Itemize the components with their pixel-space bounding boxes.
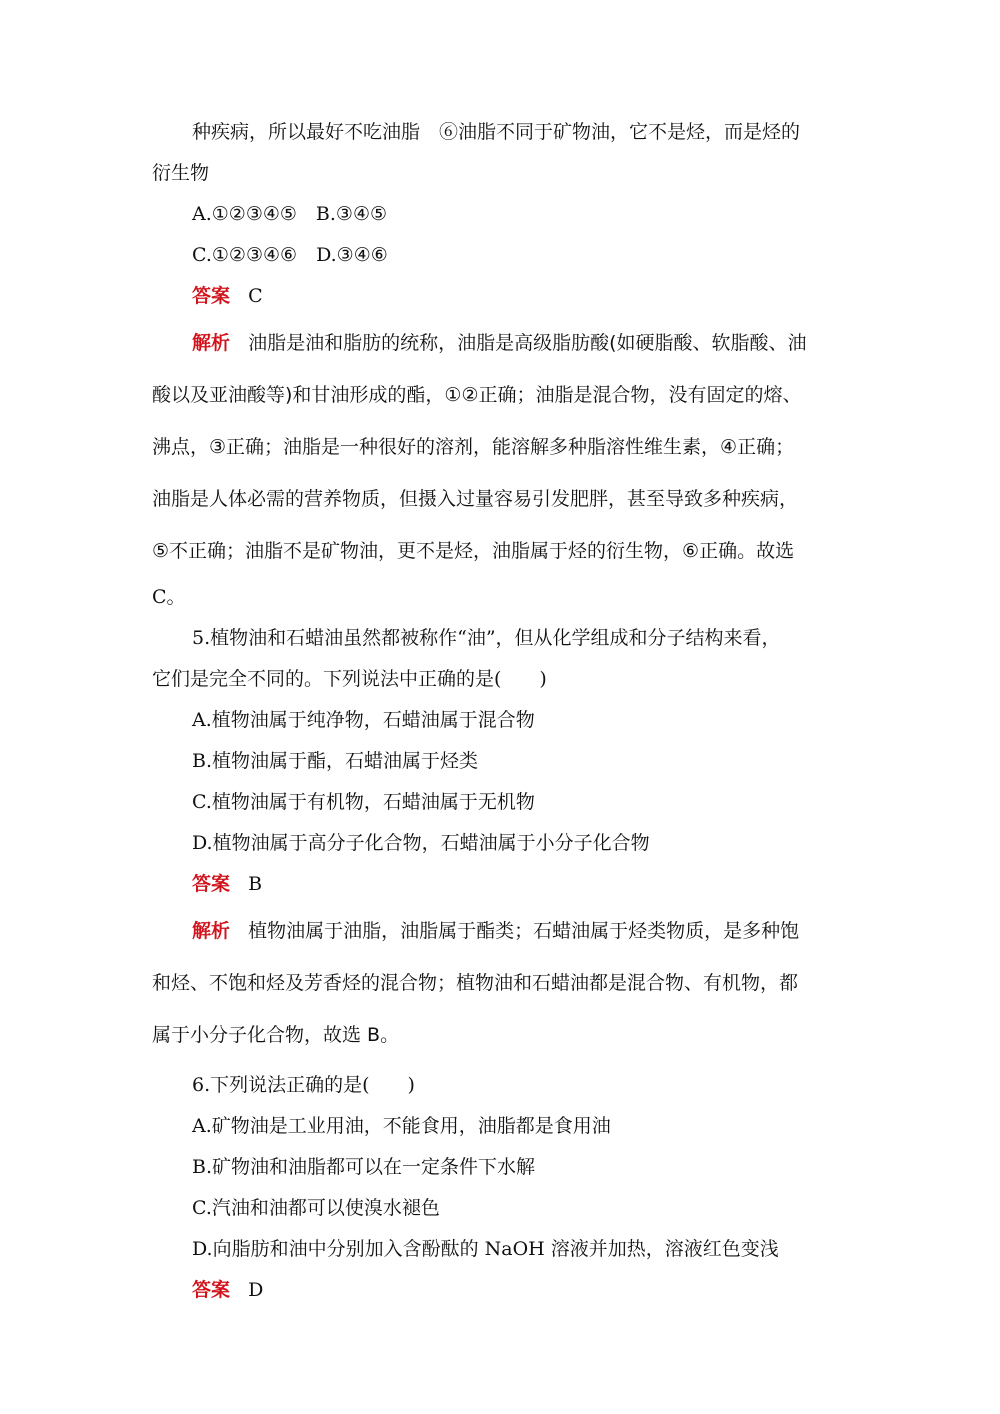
- q4-analysis-line-5: ⑤不正确；油脂不是矿物油，更不是烃，油脂属于烃的衍生物，⑥正确。故选: [152, 540, 795, 562]
- document-page: [152, 112, 852, 1311]
- analysis-label: 解析: [192, 920, 231, 942]
- analysis-text: 油脂是油和脂肪的统称，油脂是高级脂肪酸(如硬脂酸、软脂酸、油: [248, 332, 807, 354]
- q4-analysis-line-2: 酸以及亚油酸等)和甘油形成的酯，①②正确；油脂是混合物，没有固定的熔、: [152, 384, 802, 406]
- q4-analysis-line-4: 油脂是人体必需的营养物质，但摄入过量容易引发肥胖，甚至导致多种疾病，: [152, 488, 799, 510]
- intro-line-2: 衍生物: [152, 162, 210, 184]
- q5-option-d: D.植物油属于高分子化合物，石蜡油属于小分子化合物: [192, 832, 650, 854]
- q4-analysis-line-1: [152, 317, 852, 369]
- intro-line-1: 种疾病，所以最好不吃油脂 ⑥油脂不同于矿物油，它不是烃，而是烃的: [192, 121, 801, 143]
- answer-value: D: [248, 1279, 264, 1301]
- q5-analysis-line-3: 属于小分子化合物，故选 B。: [152, 1024, 400, 1046]
- q5-stem-line-2: 它们是完全不同的。下列说法中正确的是( ): [152, 668, 547, 690]
- q4-analysis-line-6: C。: [152, 586, 186, 608]
- q5-answer: [152, 864, 852, 905]
- q6-option-d: D.向脂肪和油中分别加入含酚酞的 NaOH 溶液并加热，溶液红色变浅: [192, 1238, 779, 1260]
- answer-value: C: [248, 285, 263, 307]
- answer-label: 答案: [192, 285, 231, 307]
- q6-option-b: B.矿物油和油脂都可以在一定条件下水解: [192, 1156, 536, 1178]
- q4-options-row-2: C.①②③④⑥ D.③④⑥: [192, 244, 388, 266]
- answer-value: B: [248, 873, 263, 895]
- analysis-text: 植物油属于油脂，油脂属于酯类；石蜡油属于烃类物质，是多种饱: [248, 920, 800, 942]
- q4-analysis-line-3: 沸点，③正确；油脂是一种很好的溶剂，能溶解多种脂溶性维生素，④正确；: [152, 436, 795, 458]
- q5-analysis-line-2: 和烃、不饱和烃及芳香烃的混合物；植物油和石蜡油都是混合物、有机物，都: [152, 972, 799, 994]
- q6-option-c: C.汽油和油都可以使溴水褪色: [192, 1197, 440, 1219]
- q6-answer: [152, 1270, 852, 1311]
- q6-stem: 6.下列说法正确的是( ): [192, 1074, 415, 1096]
- q6-option-a: A.矿物油是工业用油，不能食用，油脂都是食用油: [192, 1115, 611, 1137]
- q5-analysis-line-1: [152, 905, 852, 957]
- q5-option-b: B.植物油属于酯，石蜡油属于烃类: [192, 750, 479, 772]
- q4-options-row-1: A.①②③④⑤ B.③④⑤: [192, 203, 388, 225]
- q4-answer: [152, 276, 852, 317]
- answer-label: 答案: [192, 1279, 231, 1301]
- analysis-label: 解析: [192, 332, 231, 354]
- q5-option-c: C.植物油属于有机物，石蜡油属于无机物: [192, 791, 535, 813]
- q5-option-a: A.植物油属于纯净物，石蜡油属于混合物: [192, 709, 535, 731]
- q5-stem-line-1: 5.植物油和石蜡油虽然都被称作“油”，但从化学组成和分子结构来看，: [192, 627, 781, 649]
- answer-label: 答案: [192, 873, 231, 895]
